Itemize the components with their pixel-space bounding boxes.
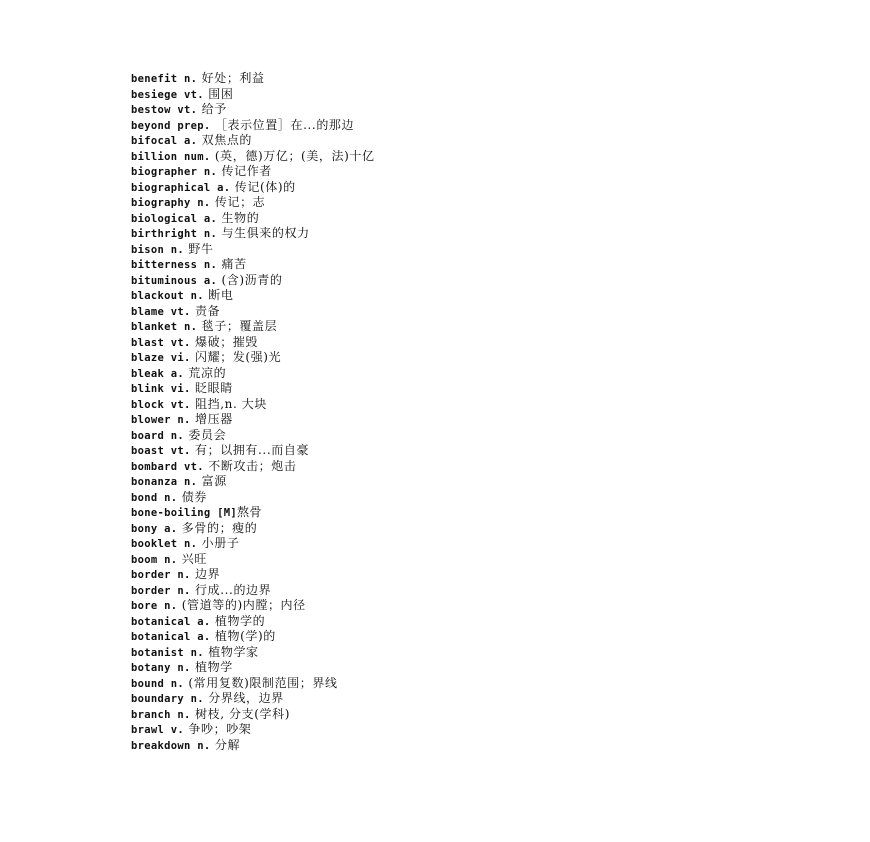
entry-word: blaze vi.: [131, 352, 191, 364]
entry-word: bone-boiling [M]: [131, 507, 237, 519]
entry-word: biographical a.: [131, 181, 231, 194]
vocabulary-entry: [131, 660, 375, 676]
entry-word: blanket n.: [131, 321, 198, 333]
entry-word: besiege vt.: [131, 88, 204, 101]
vocabulary-entry: [131, 319, 375, 335]
entry-definition: 分解: [210, 737, 241, 752]
entry-definition: 小册子: [197, 536, 240, 550]
entry-definition: 荒凉的: [183, 365, 227, 380]
entry-word: breakdown n.: [131, 739, 211, 752]
entry-word: benefit n.: [131, 73, 198, 85]
vocabulary-entry: [131, 195, 375, 211]
entry-word: biological a.: [131, 212, 218, 225]
entry-definition: 眨眼睛: [190, 381, 233, 395]
entry-definition: 生物的: [217, 210, 260, 225]
vocabulary-entry: [131, 722, 375, 738]
vocabulary-entry: [131, 645, 375, 661]
vocabulary-entry: [131, 164, 375, 180]
entry-definition: 不断攻击；炮击: [203, 458, 297, 473]
entry-definition: 闪耀；发(强)光: [190, 350, 282, 364]
vocabulary-entry: [131, 614, 375, 630]
vocabulary-entry: [131, 459, 375, 475]
entry-word: blast vt.: [131, 336, 191, 349]
entry-word: biographer n.: [131, 166, 218, 178]
vocabulary-entry: [131, 133, 375, 149]
vocabulary-entry: [131, 242, 375, 258]
vocabulary-entry: [131, 288, 375, 304]
entry-word: blame vt.: [131, 305, 191, 318]
vocabulary-entry: [131, 397, 375, 413]
entry-definition: 增压器: [190, 412, 233, 426]
entry-word: bore n.: [131, 600, 178, 612]
vocabulary-entry: [131, 707, 375, 723]
entry-word: blink vi.: [131, 383, 191, 395]
entry-definition: (含)沥青的: [217, 272, 283, 287]
entry-definition: 与生俱来的权力: [217, 226, 310, 240]
vocabulary-entry: [131, 381, 375, 397]
vocabulary-entry: [131, 87, 375, 103]
entry-definition: 植物(学)的: [210, 629, 276, 643]
entry-definition: 树枝, 分支(学科): [190, 706, 291, 721]
entry-definition: 争吵；吵架: [183, 722, 252, 736]
entry-definition: 传记；志: [210, 195, 266, 209]
entry-definition: 植物学的: [210, 613, 266, 628]
entry-definition: 边界: [190, 567, 221, 581]
entry-definition: 责备: [190, 303, 221, 318]
entry-word: brawl v.: [131, 724, 184, 736]
vocabulary-entry: [131, 474, 375, 490]
vocabulary-entry: [131, 257, 375, 273]
vocabulary-entry: [131, 691, 375, 707]
entry-definition: 有；以拥有...而自豪: [190, 443, 310, 457]
entry-definition: 传记作者: [217, 164, 272, 178]
entry-definition: 好处；利益: [197, 71, 265, 85]
entry-definition: 植物学家: [203, 644, 259, 659]
vocabulary-entry: [131, 428, 375, 444]
entry-word: beyond prep.: [131, 119, 211, 132]
entry-word: border n.: [131, 569, 191, 581]
vocabulary-entry: [131, 226, 375, 242]
vocabulary-entry: [131, 149, 375, 165]
entry-definition: 给予: [197, 102, 227, 116]
vocabulary-list: [131, 71, 375, 753]
entry-word: billion num.: [131, 150, 211, 163]
vocabulary-entry: [131, 366, 375, 382]
entry-word: bleak a.: [131, 367, 184, 380]
entry-word: block vt.: [131, 398, 191, 411]
vocabulary-entry: [131, 335, 375, 351]
entry-word: bituminous a.: [131, 274, 218, 287]
vocabulary-entry: [131, 521, 375, 537]
entry-word: birthright n.: [131, 228, 218, 240]
entry-word: botany n.: [131, 662, 191, 674]
entry-word: bison n.: [131, 243, 184, 256]
entry-definition: 痛苦: [217, 257, 247, 271]
entry-definition: 传记(体)的: [230, 179, 296, 194]
vocabulary-entry: [131, 102, 375, 118]
entry-definition: (常用复数)限制范围；界线: [183, 675, 338, 690]
entry-definition: 断电: [203, 288, 234, 302]
entry-word: bestow vt.: [131, 104, 198, 116]
entry-word: bonanza n.: [131, 476, 198, 488]
vocabulary-entry: [131, 443, 375, 459]
entry-word: biography n.: [131, 197, 211, 209]
entry-word: bombard vt.: [131, 460, 204, 473]
entry-definition: ［表示位置］在...的那边: [210, 117, 355, 132]
entry-definition: 阻挡,n. 大块: [190, 396, 267, 411]
entry-word: boom n.: [131, 553, 178, 566]
vocabulary-entry: [131, 304, 375, 320]
entry-word: branch n.: [131, 708, 191, 721]
entry-word: botanist n.: [131, 646, 204, 659]
entry-definition: 双焦点的: [197, 133, 253, 147]
entry-word: boundary n.: [131, 693, 204, 705]
entry-word: blackout n.: [131, 290, 204, 302]
vocabulary-entry: [131, 505, 375, 521]
entry-definition: 富源: [197, 474, 227, 488]
vocabulary-entry: [131, 583, 375, 599]
entry-word: bitterness n.: [131, 259, 218, 271]
entry-definition: 委员会: [183, 427, 227, 442]
entry-word: bony a.: [131, 522, 178, 535]
vocabulary-entry: [131, 180, 375, 196]
vocabulary-entry: [131, 211, 375, 227]
entry-word: booklet n.: [131, 538, 198, 550]
entry-definition: 熬骨: [236, 505, 263, 519]
vocabulary-entry: [131, 629, 375, 645]
entry-definition: 分界线，边界: [203, 691, 284, 705]
entry-definition: 多骨的；瘦的: [177, 520, 258, 535]
vocabulary-entry: [131, 567, 375, 583]
entry-definition: 野牛: [183, 241, 214, 256]
entry-definition: (管道等的)内膛；内径: [177, 598, 306, 612]
vocabulary-entry: [131, 490, 375, 506]
entry-word: botanical a.: [131, 615, 211, 628]
entry-word: bifocal a.: [131, 135, 198, 147]
entry-definition: 围困: [203, 86, 234, 101]
vocabulary-entry: [131, 412, 375, 428]
entry-definition: (英，德)万亿；(美，法)十亿: [210, 148, 375, 163]
entry-word: boast vt.: [131, 445, 191, 457]
vocabulary-entry: [131, 350, 375, 366]
entry-definition: 爆破；摧毁: [190, 334, 259, 349]
entry-word: border n.: [131, 584, 191, 597]
entry-word: botanical a.: [131, 631, 211, 643]
entry-word: board n.: [131, 429, 184, 442]
entry-definition: 植物学: [190, 660, 233, 674]
vocabulary-entry: [131, 598, 375, 614]
entry-definition: 兴旺: [177, 551, 207, 566]
vocabulary-entry: [131, 118, 375, 134]
vocabulary-entry: [131, 536, 375, 552]
entry-definition: 毯子；覆盖层: [197, 319, 278, 333]
vocabulary-entry: [131, 552, 375, 568]
entry-definition: 行成...的边界: [190, 582, 272, 597]
vocabulary-entry: [131, 738, 375, 754]
entry-word: bound n.: [131, 677, 184, 690]
vocabulary-entry: [131, 273, 375, 289]
vocabulary-entry: [131, 71, 375, 87]
entry-word: blower n.: [131, 414, 191, 426]
entry-word: bond n.: [131, 491, 178, 504]
vocabulary-entry: [131, 676, 375, 692]
entry-definition: 债券: [177, 489, 207, 504]
